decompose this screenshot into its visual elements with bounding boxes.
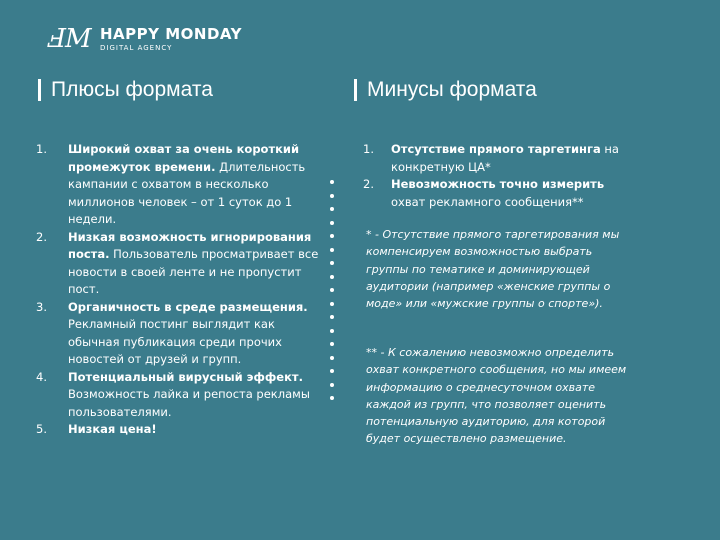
divider-dot — [330, 356, 334, 360]
item-bold: Невозможность точно измерить — [391, 177, 605, 191]
item-text — [68, 141, 326, 229]
list-item — [36, 229, 326, 299]
divider-dot — [330, 221, 334, 225]
item-text — [391, 176, 623, 211]
item-bold: Широкий охват за очень короткий промежуток времени. — [68, 142, 300, 174]
heading-bar — [38, 79, 41, 101]
item-text — [391, 141, 623, 176]
logo-mark-icon: ℲM — [48, 24, 91, 54]
item-rest: Возможность лайка и репоста рекламы пользователями. — [68, 387, 310, 419]
item-number: 1. — [36, 142, 47, 156]
pros-heading-text: Плюсы формата — [51, 78, 213, 101]
item-rest: Рекламный постинг выглядит как обычная публикация среди прочих новостей от друзей и групп. — [68, 317, 282, 366]
divider-dot — [330, 261, 334, 265]
item-rest: охват рекламного сообщения** — [391, 194, 584, 209]
item-bold: Низкая возможность игнорирования поста. — [68, 229, 312, 261]
pros-list — [36, 141, 326, 439]
list-item — [363, 141, 623, 176]
agency-logo — [48, 24, 242, 54]
divider-dot — [330, 194, 334, 198]
divider-dot — [330, 396, 334, 400]
list-item — [36, 141, 326, 229]
list-item — [36, 369, 326, 422]
list-item — [36, 299, 326, 369]
item-text — [68, 421, 326, 439]
cons-heading — [354, 78, 537, 102]
divider-dot — [330, 383, 334, 387]
divider-dot — [330, 302, 334, 306]
item-rest: Длительность кампании с охватом в несколько миллионов человек – от 1 суток до 1 недели. — [68, 159, 306, 226]
divider-dot — [330, 288, 334, 292]
item-text — [68, 229, 326, 299]
divider-dot — [330, 234, 334, 238]
cons-heading-text: Минусы формата — [367, 78, 537, 101]
item-text — [68, 369, 326, 422]
item-number: 1. — [363, 142, 374, 156]
divider-dot — [330, 180, 334, 184]
item-number: 2. — [36, 229, 47, 244]
item-bold: Отсутствие прямого таргетинга — [391, 142, 601, 156]
pros-heading — [38, 78, 213, 102]
divider-dot — [330, 248, 334, 252]
item-number: 4. — [36, 369, 47, 384]
item-number: 2. — [363, 177, 374, 191]
divider-dot — [330, 275, 334, 279]
item-text — [68, 299, 326, 369]
divider-dot — [330, 315, 334, 319]
divider-dot — [330, 369, 334, 373]
logo-subtitle: DIGITAL AGENCY — [100, 43, 173, 52]
item-rest: на конкретную ЦА* — [391, 142, 619, 174]
cons-list — [363, 141, 623, 211]
item-bold: Низкая цена! — [68, 422, 157, 436]
logo-text — [100, 24, 242, 52]
item-number: 3. — [36, 299, 47, 314]
divider-dot — [330, 207, 334, 211]
heading-bar — [354, 79, 357, 101]
dotted-divider — [330, 180, 338, 410]
divider-dot — [330, 342, 334, 346]
divider-dot — [330, 329, 334, 333]
logo-name: HAPPY MONDAY — [100, 24, 242, 43]
item-number: 5. — [36, 422, 47, 436]
list-item — [36, 421, 326, 439]
item-rest: Пользователь просматривает все новости в своей ленте и не пропустит пост. — [68, 247, 319, 296]
footnote-reach: ** - К сожалению невозможно определить охват конкретного сообщения, но мы имеем информацию о среднесуточном охвате каждой из групп, что позволяет оценить потенциальную аудиторию, для которой будет осуществлено размещение. — [366, 346, 627, 446]
footnote-targeting: * - Отсутствие прямого таргетирования мы компенсируем возможностью выбрать группы по тематике и доминирующей аудитории (например «женские группы о моде» или «мужские группы о спорте»). — [366, 228, 620, 311]
list-item — [363, 176, 623, 211]
item-bold: Органичность в среде размещения. — [68, 299, 308, 314]
item-bold: Потенциальный вирусный эффект. — [68, 369, 303, 384]
